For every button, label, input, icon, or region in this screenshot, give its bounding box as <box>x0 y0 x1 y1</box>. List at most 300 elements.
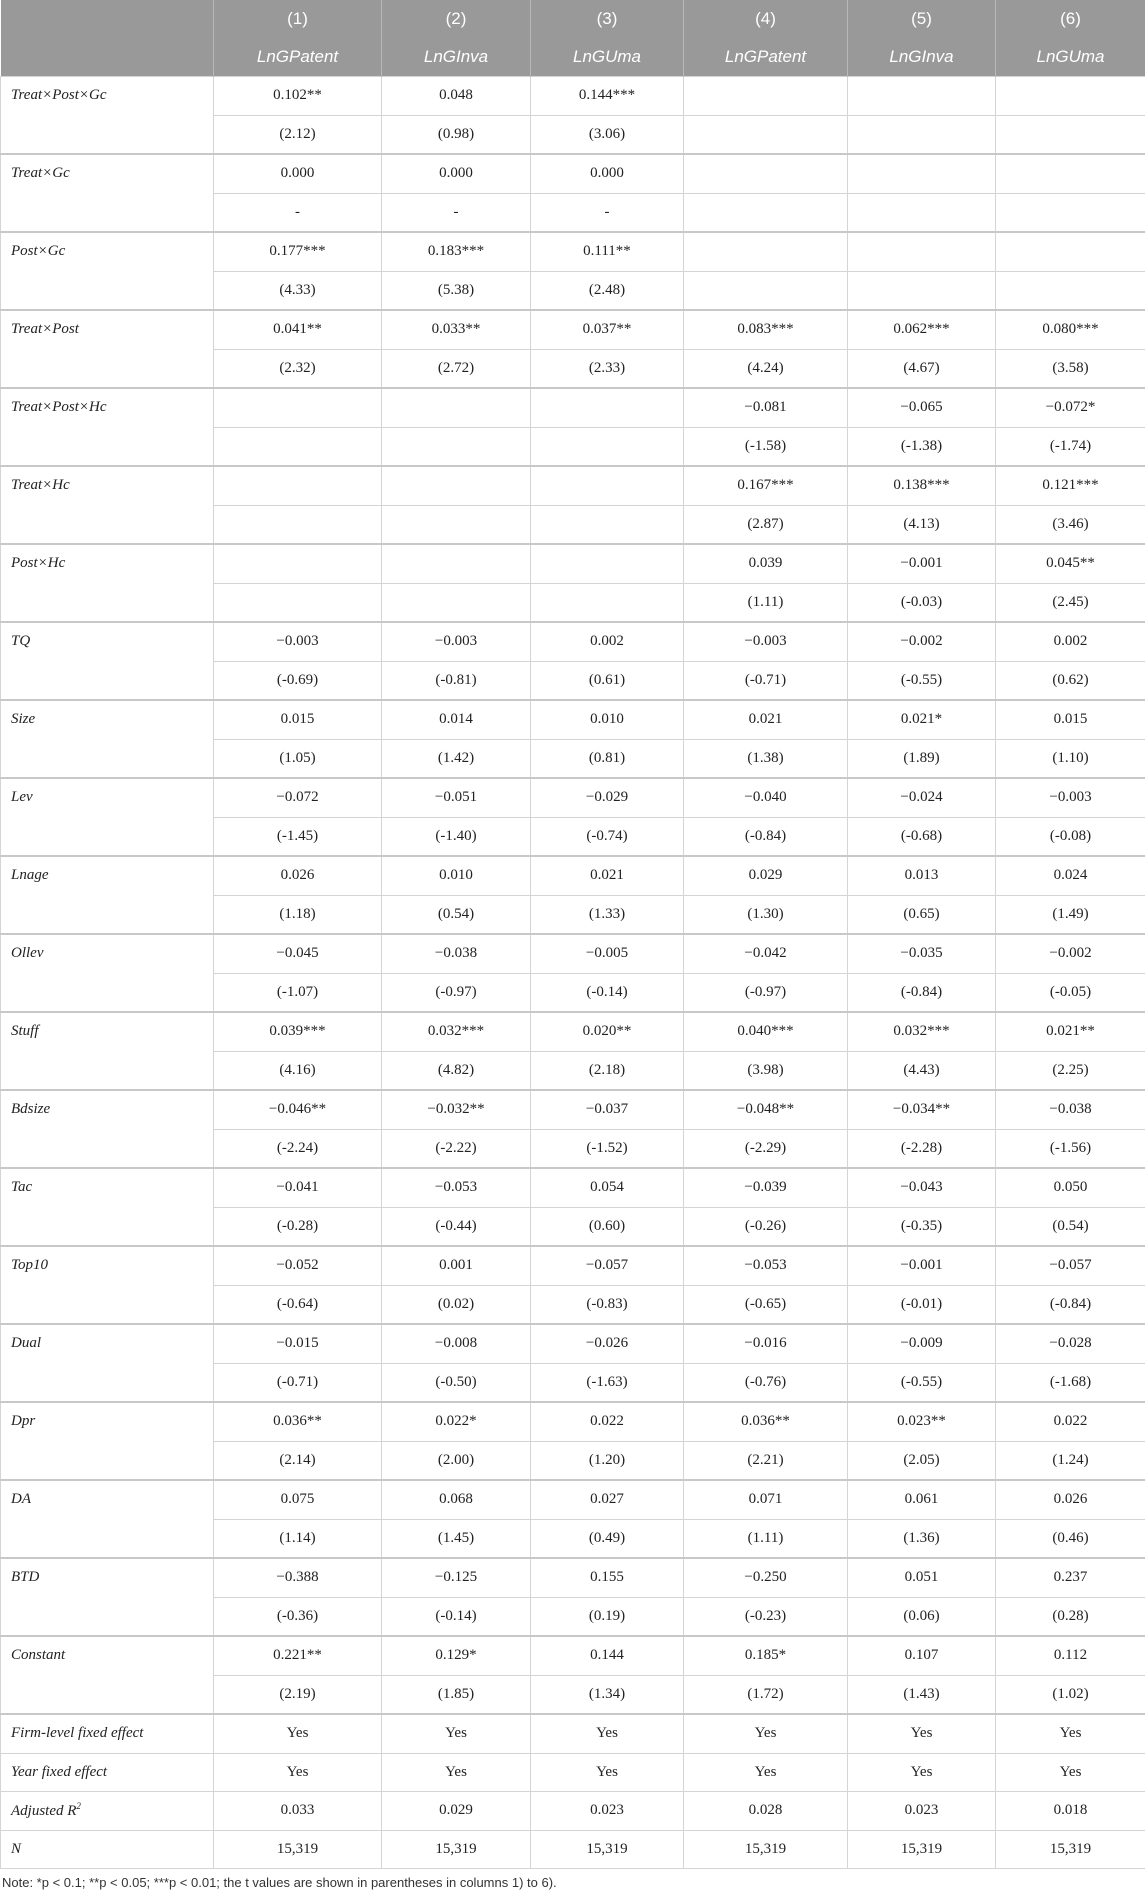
column-number-header: (1) <box>214 0 382 38</box>
coefficient-row <box>1 1168 1145 1207</box>
t-value-cell: (1.85) <box>382 1675 531 1714</box>
coefficient-cell: −0.001 <box>848 1246 996 1285</box>
coefficient-row <box>1 934 1145 973</box>
coefficient-cell: −0.046** <box>214 1090 382 1129</box>
coefficient-row <box>1 1012 1145 1051</box>
summary-cell: 0.029 <box>382 1792 531 1831</box>
t-value-cell: (-0.71) <box>214 1363 382 1402</box>
coefficient-cell: 0.121*** <box>996 466 1145 505</box>
summary-cell: 15,319 <box>996 1830 1145 1869</box>
t-value-cell: (-1.07) <box>214 973 382 1012</box>
variable-label: Bdsize <box>1 1090 214 1168</box>
t-value-cell: (1.43) <box>848 1675 996 1714</box>
t-value-cell: (0.02) <box>382 1285 531 1324</box>
variable-label: Dual <box>1 1324 214 1402</box>
t-value-cell: (2.48) <box>531 271 684 310</box>
summary-cell: Yes <box>996 1753 1145 1792</box>
coefficient-cell: 0.102** <box>214 77 382 116</box>
table-note: Note: *p < 0.1; **p < 0.05; ***p < 0.01; the t values are shown in parentheses in columns 1) to 6). <box>2 1875 557 1890</box>
coefficient-cell: −0.005 <box>531 934 684 973</box>
coefficient-cell <box>848 154 996 193</box>
coefficient-cell: −0.024 <box>848 778 996 817</box>
summary-label <box>1 1792 214 1831</box>
coefficient-cell: −0.125 <box>382 1558 531 1597</box>
variable-label: TQ <box>1 622 214 700</box>
coefficient-cell: 0.144 <box>531 1636 684 1675</box>
t-value-cell <box>848 193 996 232</box>
coefficient-cell: −0.038 <box>382 934 531 973</box>
coefficient-row <box>1 1246 1145 1285</box>
summary-cell: 0.023 <box>531 1792 684 1831</box>
coefficient-cell: 0.010 <box>531 700 684 739</box>
t-value-cell: (1.10) <box>996 739 1145 778</box>
t-value-cell: (1.45) <box>382 1519 531 1558</box>
coefficient-cell: 0.037** <box>531 310 684 349</box>
coefficient-cell: −0.065 <box>848 388 996 427</box>
t-value-cell: (0.98) <box>382 115 531 154</box>
t-value-cell: (-0.71) <box>684 661 848 700</box>
summary-label-superscript: 2 <box>76 1801 81 1812</box>
t-value-cell <box>531 583 684 622</box>
summary-cell: 0.028 <box>684 1792 848 1831</box>
t-value-cell: (2.45) <box>996 583 1145 622</box>
coefficient-cell: −0.039 <box>684 1168 848 1207</box>
summary-cell: 0.023 <box>848 1792 996 1831</box>
coefficient-cell: 0.032*** <box>382 1012 531 1051</box>
t-value-cell: (-0.84) <box>996 1285 1145 1324</box>
t-value-cell: (-0.44) <box>382 1207 531 1246</box>
coefficient-cell: 0.050 <box>996 1168 1145 1207</box>
variable-label: Lnage <box>1 856 214 934</box>
t-value-cell <box>382 427 531 466</box>
coefficient-cell <box>531 388 684 427</box>
coefficient-cell: 0.107 <box>848 1636 996 1675</box>
t-value-cell: (0.61) <box>531 661 684 700</box>
coefficient-cell: 0.023** <box>848 1402 996 1441</box>
coefficient-cell: −0.052 <box>214 1246 382 1285</box>
coefficient-cell: 0.021* <box>848 700 996 739</box>
t-value-cell: (-0.26) <box>684 1207 848 1246</box>
coefficient-cell: −0.037 <box>531 1090 684 1129</box>
coefficient-cell: 0.026 <box>214 856 382 895</box>
coefficient-cell: −0.009 <box>848 1324 996 1363</box>
column-name-header: LnGPatent <box>214 38 382 77</box>
summary-row <box>1 1830 1145 1869</box>
coefficient-row <box>1 388 1145 427</box>
coefficient-cell: 0.039*** <box>214 1012 382 1051</box>
coefficient-cell: 0.138*** <box>848 466 996 505</box>
t-value-cell: (-1.58) <box>684 427 848 466</box>
t-value-cell: (-0.84) <box>848 973 996 1012</box>
t-value-cell <box>848 115 996 154</box>
t-value-cell: (1.33) <box>531 895 684 934</box>
t-value-cell: (-2.28) <box>848 1129 996 1168</box>
coefficient-cell: 0.144*** <box>531 77 684 116</box>
column-numbers-row <box>1 0 1145 38</box>
variable-label: Post×Hc <box>1 544 214 622</box>
coefficient-row <box>1 544 1145 583</box>
coefficient-cell: 0.026 <box>996 1480 1145 1519</box>
coefficient-cell: 0.062*** <box>848 310 996 349</box>
coefficient-cell: 0.015 <box>996 700 1145 739</box>
summary-cell: 15,319 <box>214 1830 382 1869</box>
coefficient-cell: 0.036** <box>214 1402 382 1441</box>
t-value-cell: (0.54) <box>382 895 531 934</box>
t-value-cell <box>684 115 848 154</box>
coefficient-cell: −0.051 <box>382 778 531 817</box>
coefficient-cell: 0.083*** <box>684 310 848 349</box>
coefficient-cell: 0.036** <box>684 1402 848 1441</box>
coefficient-cell: 0.112 <box>996 1636 1145 1675</box>
coefficient-cell: 0.054 <box>531 1168 684 1207</box>
coefficient-cell: 0.002 <box>531 622 684 661</box>
coefficient-cell: 0.002 <box>996 622 1145 661</box>
variable-label: Treat×Gc <box>1 154 214 232</box>
t-value-cell: - <box>531 193 684 232</box>
coefficient-cell: 0.111** <box>531 232 684 271</box>
t-value-cell: (1.49) <box>996 895 1145 934</box>
t-value-cell: (-0.69) <box>214 661 382 700</box>
coefficient-row <box>1 622 1145 661</box>
coefficient-row <box>1 1402 1145 1441</box>
coefficient-cell: 0.022 <box>996 1402 1145 1441</box>
t-value-cell <box>848 271 996 310</box>
t-value-cell: (-1.74) <box>996 427 1145 466</box>
t-value-cell: (-0.08) <box>996 817 1145 856</box>
coefficient-cell: 0.015 <box>214 700 382 739</box>
coefficient-cell: 0.020** <box>531 1012 684 1051</box>
coefficient-cell <box>996 232 1145 271</box>
coefficient-cell <box>214 466 382 505</box>
t-value-cell: (1.11) <box>684 583 848 622</box>
summary-cell: Yes <box>382 1714 531 1753</box>
coefficient-cell: −0.008 <box>382 1324 531 1363</box>
t-value-cell <box>214 505 382 544</box>
t-value-cell: (-1.68) <box>996 1363 1145 1402</box>
corner-cell <box>1 0 214 38</box>
t-value-cell: (1.20) <box>531 1441 684 1480</box>
t-value-cell: (-0.65) <box>684 1285 848 1324</box>
coefficient-cell: 0.021 <box>531 856 684 895</box>
summary-cell: Yes <box>996 1714 1145 1753</box>
t-value-cell: (2.33) <box>531 349 684 388</box>
variable-label: Post×Gc <box>1 232 214 310</box>
t-value-cell: (5.38) <box>382 271 531 310</box>
coefficient-cell: −0.026 <box>531 1324 684 1363</box>
coefficient-row <box>1 77 1145 116</box>
coefficient-cell: −0.003 <box>214 622 382 661</box>
t-value-cell: (0.06) <box>848 1597 996 1636</box>
coefficient-cell <box>684 154 848 193</box>
coefficient-cell: −0.038 <box>996 1090 1145 1129</box>
column-name-header: LnGUma <box>531 38 684 77</box>
coefficient-cell: −0.043 <box>848 1168 996 1207</box>
coefficient-cell: 0.032*** <box>848 1012 996 1051</box>
coefficient-cell: −0.003 <box>996 778 1145 817</box>
t-value-cell: (0.54) <box>996 1207 1145 1246</box>
variable-label: Constant <box>1 1636 214 1714</box>
t-value-cell: - <box>214 193 382 232</box>
coefficient-cell <box>848 77 996 116</box>
t-value-cell: (-0.36) <box>214 1597 382 1636</box>
coefficient-cell: 0.048 <box>382 77 531 116</box>
t-value-cell: (2.32) <box>214 349 382 388</box>
variable-label: Ollev <box>1 934 214 1012</box>
t-value-cell: (0.28) <box>996 1597 1145 1636</box>
t-value-cell: (-0.23) <box>684 1597 848 1636</box>
t-value-cell: (1.42) <box>382 739 531 778</box>
coefficient-cell: 0.021** <box>996 1012 1145 1051</box>
coefficient-cell: 0.068 <box>382 1480 531 1519</box>
coefficient-cell: 0.021 <box>684 700 848 739</box>
coefficient-cell <box>382 544 531 583</box>
summary-cell: Yes <box>684 1753 848 1792</box>
summary-cell: 15,319 <box>531 1830 684 1869</box>
t-value-cell: (-0.35) <box>848 1207 996 1246</box>
coefficient-cell: −0.002 <box>996 934 1145 973</box>
coefficient-cell: −0.045 <box>214 934 382 973</box>
t-value-cell: (1.36) <box>848 1519 996 1558</box>
coefficient-cell: 0.061 <box>848 1480 996 1519</box>
t-value-cell: (1.34) <box>531 1675 684 1714</box>
t-value-cell: (0.19) <box>531 1597 684 1636</box>
t-value-cell: (-0.01) <box>848 1285 996 1324</box>
t-value-cell: (2.05) <box>848 1441 996 1480</box>
coefficient-cell: 0.013 <box>848 856 996 895</box>
column-number-header: (5) <box>848 0 996 38</box>
coefficient-cell <box>382 388 531 427</box>
t-value-cell <box>996 193 1145 232</box>
t-value-cell: (4.67) <box>848 349 996 388</box>
coefficient-cell: 0.027 <box>531 1480 684 1519</box>
coefficient-row <box>1 1558 1145 1597</box>
t-value-cell <box>531 427 684 466</box>
coefficient-row <box>1 778 1145 817</box>
variable-label: Lev <box>1 778 214 856</box>
coefficient-cell <box>531 466 684 505</box>
t-value-cell: (0.46) <box>996 1519 1145 1558</box>
t-value-cell: (2.14) <box>214 1441 382 1480</box>
t-value-cell: (3.98) <box>684 1051 848 1090</box>
coefficient-cell: 0.022 <box>531 1402 684 1441</box>
t-value-cell: (-0.14) <box>382 1597 531 1636</box>
t-value-cell: - <box>382 193 531 232</box>
summary-label <box>1 1753 214 1792</box>
coefficient-cell: 0.033** <box>382 310 531 349</box>
t-value-cell <box>214 427 382 466</box>
t-value-cell: (-0.55) <box>848 661 996 700</box>
t-value-cell: (-0.64) <box>214 1285 382 1324</box>
t-value-cell: (-2.29) <box>684 1129 848 1168</box>
coefficient-cell <box>214 388 382 427</box>
coefficient-cell <box>848 232 996 271</box>
summary-cell: Yes <box>214 1753 382 1792</box>
coefficient-row <box>1 1090 1145 1129</box>
coefficient-row <box>1 466 1145 505</box>
variable-label: Stuff <box>1 1012 214 1090</box>
coefficient-cell: 0.071 <box>684 1480 848 1519</box>
t-value-cell: (-0.84) <box>684 817 848 856</box>
summary-label <box>1 1714 214 1753</box>
summary-cell: Yes <box>214 1714 382 1753</box>
t-value-cell: (-0.05) <box>996 973 1145 1012</box>
t-value-cell <box>214 583 382 622</box>
t-value-cell: (1.38) <box>684 739 848 778</box>
t-value-cell: (-1.56) <box>996 1129 1145 1168</box>
t-value-cell: (-2.22) <box>382 1129 531 1168</box>
t-value-cell: (1.11) <box>684 1519 848 1558</box>
coefficient-cell: −0.081 <box>684 388 848 427</box>
t-value-cell: (4.82) <box>382 1051 531 1090</box>
t-value-cell: (2.87) <box>684 505 848 544</box>
summary-cell: 0.033 <box>214 1792 382 1831</box>
summary-label-text: N <box>11 1840 22 1857</box>
t-value-cell: (-0.74) <box>531 817 684 856</box>
summary-label <box>1 1830 214 1869</box>
coefficient-cell: 0.080*** <box>996 310 1145 349</box>
coefficient-cell: −0.002 <box>848 622 996 661</box>
coefficient-cell <box>996 154 1145 193</box>
t-value-cell: (4.43) <box>848 1051 996 1090</box>
t-value-cell <box>996 115 1145 154</box>
coefficient-cell: 0.075 <box>214 1480 382 1519</box>
coefficient-cell: −0.040 <box>684 778 848 817</box>
coefficient-cell: 0.000 <box>382 154 531 193</box>
coefficient-row <box>1 1636 1145 1675</box>
coefficient-row <box>1 700 1145 739</box>
t-value-cell: (4.33) <box>214 271 382 310</box>
t-value-cell: (-0.50) <box>382 1363 531 1402</box>
coefficient-cell: −0.001 <box>848 544 996 583</box>
coefficient-cell: −0.053 <box>382 1168 531 1207</box>
t-value-cell: (-1.52) <box>531 1129 684 1168</box>
coefficient-cell: −0.072* <box>996 388 1145 427</box>
t-value-cell: (2.72) <box>382 349 531 388</box>
t-value-cell: (-1.40) <box>382 817 531 856</box>
coefficient-cell: −0.035 <box>848 934 996 973</box>
t-value-cell: (1.02) <box>996 1675 1145 1714</box>
column-name-header: LnGInva <box>848 38 996 77</box>
coefficient-cell: 0.045** <box>996 544 1145 583</box>
t-value-cell: (-0.76) <box>684 1363 848 1402</box>
summary-cell: Yes <box>382 1753 531 1792</box>
summary-label-text: Firm-level fixed effect <box>11 1725 144 1742</box>
summary-cell: Yes <box>848 1753 996 1792</box>
coefficient-cell: −0.250 <box>684 1558 848 1597</box>
summary-cell: 15,319 <box>848 1830 996 1869</box>
t-value-cell: (2.21) <box>684 1441 848 1480</box>
variable-label: Dpr <box>1 1402 214 1480</box>
column-number-header: (4) <box>684 0 848 38</box>
coefficient-cell: −0.388 <box>214 1558 382 1597</box>
column-number-header: (2) <box>382 0 531 38</box>
coefficient-cell: −0.003 <box>684 622 848 661</box>
t-value-cell: (2.18) <box>531 1051 684 1090</box>
t-value-cell: (2.00) <box>382 1441 531 1480</box>
t-value-cell: (-2.24) <box>214 1129 382 1168</box>
corner-cell <box>1 38 214 77</box>
coefficient-cell: −0.053 <box>684 1246 848 1285</box>
coefficient-cell: −0.042 <box>684 934 848 973</box>
summary-cell: Yes <box>531 1753 684 1792</box>
coefficient-cell: 0.040*** <box>684 1012 848 1051</box>
summary-label-text: Year fixed effect <box>11 1763 108 1780</box>
column-names-row <box>1 38 1145 77</box>
t-value-cell: (-0.03) <box>848 583 996 622</box>
summary-cell: Yes <box>848 1714 996 1753</box>
coefficient-cell: 0.155 <box>531 1558 684 1597</box>
t-value-cell: (-0.81) <box>382 661 531 700</box>
variable-label: BTD <box>1 1558 214 1636</box>
coefficient-cell <box>684 232 848 271</box>
t-value-cell: (-1.63) <box>531 1363 684 1402</box>
t-value-cell <box>382 583 531 622</box>
t-value-cell: (1.24) <box>996 1441 1145 1480</box>
t-value-cell: (1.18) <box>214 895 382 934</box>
coefficient-cell: 0.183*** <box>382 232 531 271</box>
t-value-cell: (3.46) <box>996 505 1145 544</box>
variable-label: Treat×Post×Gc <box>1 77 214 155</box>
t-value-cell <box>996 271 1145 310</box>
summary-row <box>1 1792 1145 1831</box>
coefficient-cell <box>996 77 1145 116</box>
coefficient-cell: 0.010 <box>382 856 531 895</box>
t-value-cell: (-0.68) <box>848 817 996 856</box>
coefficient-cell <box>531 544 684 583</box>
coefficient-cell: 0.039 <box>684 544 848 583</box>
coefficient-cell: 0.000 <box>531 154 684 193</box>
t-value-cell: (-0.55) <box>848 1363 996 1402</box>
summary-cell: 15,319 <box>684 1830 848 1869</box>
variable-label: Treat×Post <box>1 310 214 388</box>
coefficient-cell <box>382 466 531 505</box>
t-value-cell <box>684 271 848 310</box>
t-value-cell: (2.25) <box>996 1051 1145 1090</box>
coefficient-cell: −0.003 <box>382 622 531 661</box>
t-value-cell: (4.24) <box>684 349 848 388</box>
summary-row <box>1 1714 1145 1753</box>
table-body <box>1 77 1145 1869</box>
t-value-cell: (1.89) <box>848 739 996 778</box>
t-value-cell: (0.49) <box>531 1519 684 1558</box>
summary-label-text: Adjusted R <box>11 1803 77 1820</box>
summary-cell: 15,319 <box>382 1830 531 1869</box>
coefficient-cell: −0.041 <box>214 1168 382 1207</box>
coefficient-cell: −0.072 <box>214 778 382 817</box>
coefficient-cell: 0.014 <box>382 700 531 739</box>
coefficient-cell: −0.034** <box>848 1090 996 1129</box>
coefficient-row <box>1 856 1145 895</box>
coefficient-row <box>1 154 1145 193</box>
t-value-cell: (0.60) <box>531 1207 684 1246</box>
coefficient-cell: 0.237 <box>996 1558 1145 1597</box>
t-value-cell: (-0.97) <box>684 973 848 1012</box>
t-value-cell <box>684 193 848 232</box>
coefficient-cell: 0.221** <box>214 1636 382 1675</box>
summary-row <box>1 1753 1145 1792</box>
t-value-cell: (-0.97) <box>382 973 531 1012</box>
coefficient-cell: 0.024 <box>996 856 1145 895</box>
t-value-cell: (-0.28) <box>214 1207 382 1246</box>
coefficient-cell: 0.029 <box>684 856 848 895</box>
coefficient-cell: −0.057 <box>996 1246 1145 1285</box>
summary-cell: 0.018 <box>996 1792 1145 1831</box>
coefficient-cell: 0.129* <box>382 1636 531 1675</box>
t-value-cell: (1.30) <box>684 895 848 934</box>
t-value-cell: (3.06) <box>531 115 684 154</box>
t-value-cell: (1.14) <box>214 1519 382 1558</box>
variable-label: Treat×Hc <box>1 466 214 544</box>
